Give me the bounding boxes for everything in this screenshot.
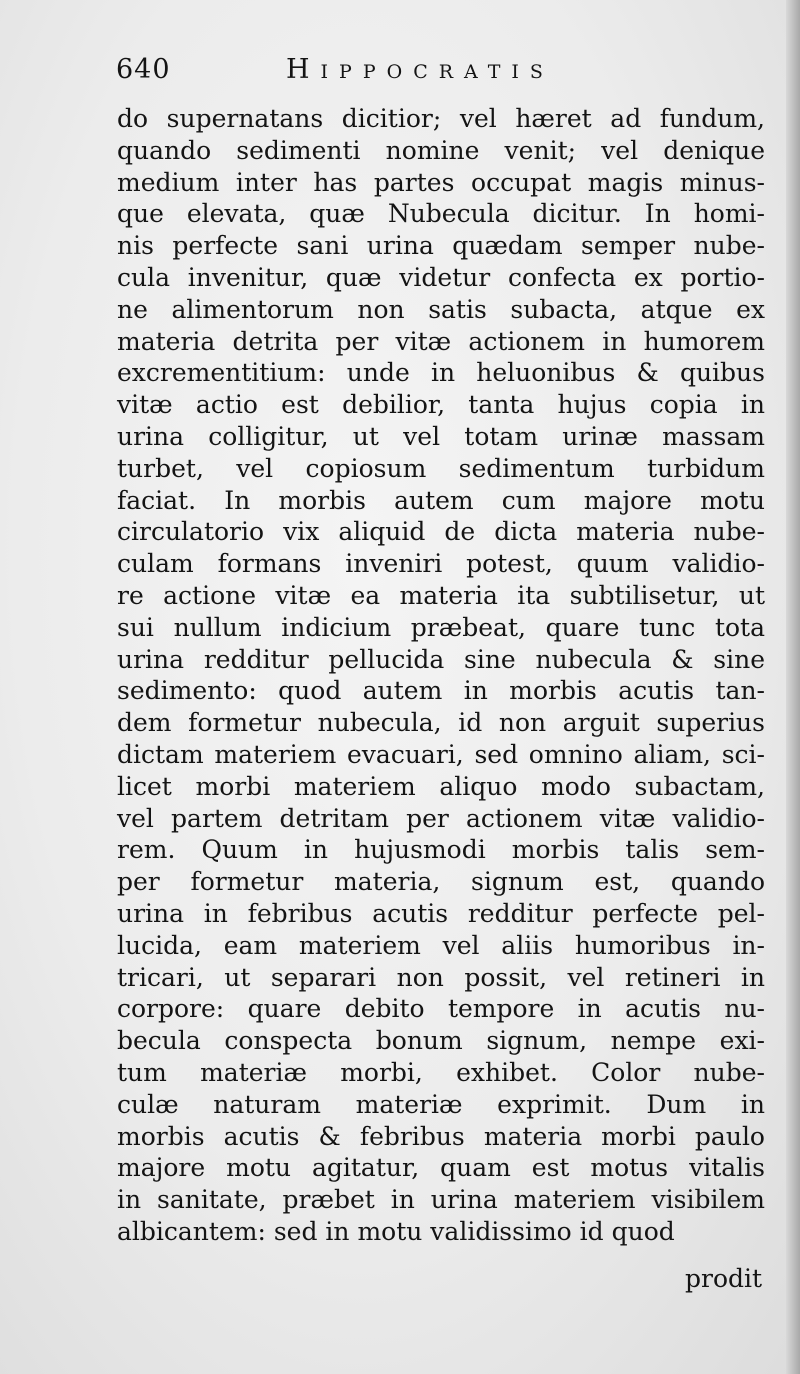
text-line: albicantem: sed in motu validissimo id quod	[117, 1216, 675, 1246]
text-line: tricari, ut separari non possit, vel retineri in	[117, 962, 765, 992]
text-line: tum materiæ morbi, exhibet. Color nube-	[117, 1057, 765, 1087]
text-line: que elevata, quæ Nubecula dicitur. In homi-	[117, 199, 765, 229]
text-line: culæ naturam materiæ exprimit. Dum in	[117, 1089, 765, 1119]
text-line: excrementitium: unde in heluonibus & quibus	[117, 358, 765, 388]
text-line: dictam materiem evacuari, sed omnino aliam, sci-	[117, 739, 765, 769]
text-line: per formetur materia, signum est, quando	[117, 867, 765, 897]
text-line: in sanitate, præbet in urina materiem visibilem	[117, 1185, 765, 1215]
text-line: urina colligitur, ut vel totam urinæ massam	[117, 421, 765, 451]
text-line: turbet, vel copiosum sedimentum turbidum	[117, 453, 765, 483]
running-title: Hippocratis	[286, 54, 554, 85]
text-line: medium inter has partes occupat magis minus-	[117, 167, 765, 197]
text-line: faciat. In morbis autem cum majore motu	[117, 485, 765, 515]
text-line: culam formans inveniri potest, quum validio-	[117, 549, 765, 579]
text-line: vitæ actio est debilior, tanta hujus copia in	[117, 390, 765, 420]
text-line: do supernatans dicitior; vel hæret ad fundum,	[117, 104, 765, 133]
text-line: corpore: quare debito tempore in acutis nu-	[117, 994, 765, 1024]
text-line: lucida, eam materiem vel aliis humoribus in-	[117, 930, 765, 960]
text-line: urina in febribus acutis redditur perfecte pel-	[117, 898, 765, 928]
text-line: licet morbi materiem aliquo modo subactam,	[117, 771, 765, 801]
text-line: materia detrita per vitæ actionem in humorem	[117, 326, 765, 356]
page-number: 640	[116, 54, 171, 85]
running-head	[110, 50, 670, 90]
text-line: nis perfecte sani urina quædam semper nube-	[117, 231, 765, 261]
text-line: becula conspecta bonum signum, nempe exi-	[117, 1026, 765, 1056]
text-line: re actione vitæ ea materia ita subtilisetur, ut	[117, 580, 765, 610]
text-line: circulatorio vix aliquid de dicta materia nube-	[117, 517, 765, 547]
text-line: sedimento: quod autem in morbis acutis tan-	[117, 676, 765, 706]
page-edge-shadow	[786, 0, 800, 1374]
catchword: prodit	[685, 1264, 763, 1293]
text-line: vel partem detritam per actionem vitæ validio-	[117, 803, 765, 833]
text-line: morbis acutis & febribus materia morbi paulo	[117, 1121, 765, 1151]
text-line: majore motu agitatur, quam est motus vitalis	[117, 1153, 765, 1183]
text-line: quando sedimenti nomine venit; vel denique	[117, 135, 765, 165]
text-line: sui nullum indicium præbeat, quare tunc tota	[117, 612, 765, 642]
text-line: cula invenitur, quæ videtur confecta ex portio-	[117, 262, 765, 292]
text-line: ne alimentorum non satis subacta, atque ex	[117, 294, 765, 324]
body-text	[117, 103, 765, 1248]
text-line: urina redditur pellucida sine nubecula & sine	[117, 644, 765, 674]
text-line: dem formetur nubecula, id non arguit superius	[117, 708, 765, 738]
text-line: rem. Quum in hujusmodi morbis talis sem-	[117, 835, 765, 865]
